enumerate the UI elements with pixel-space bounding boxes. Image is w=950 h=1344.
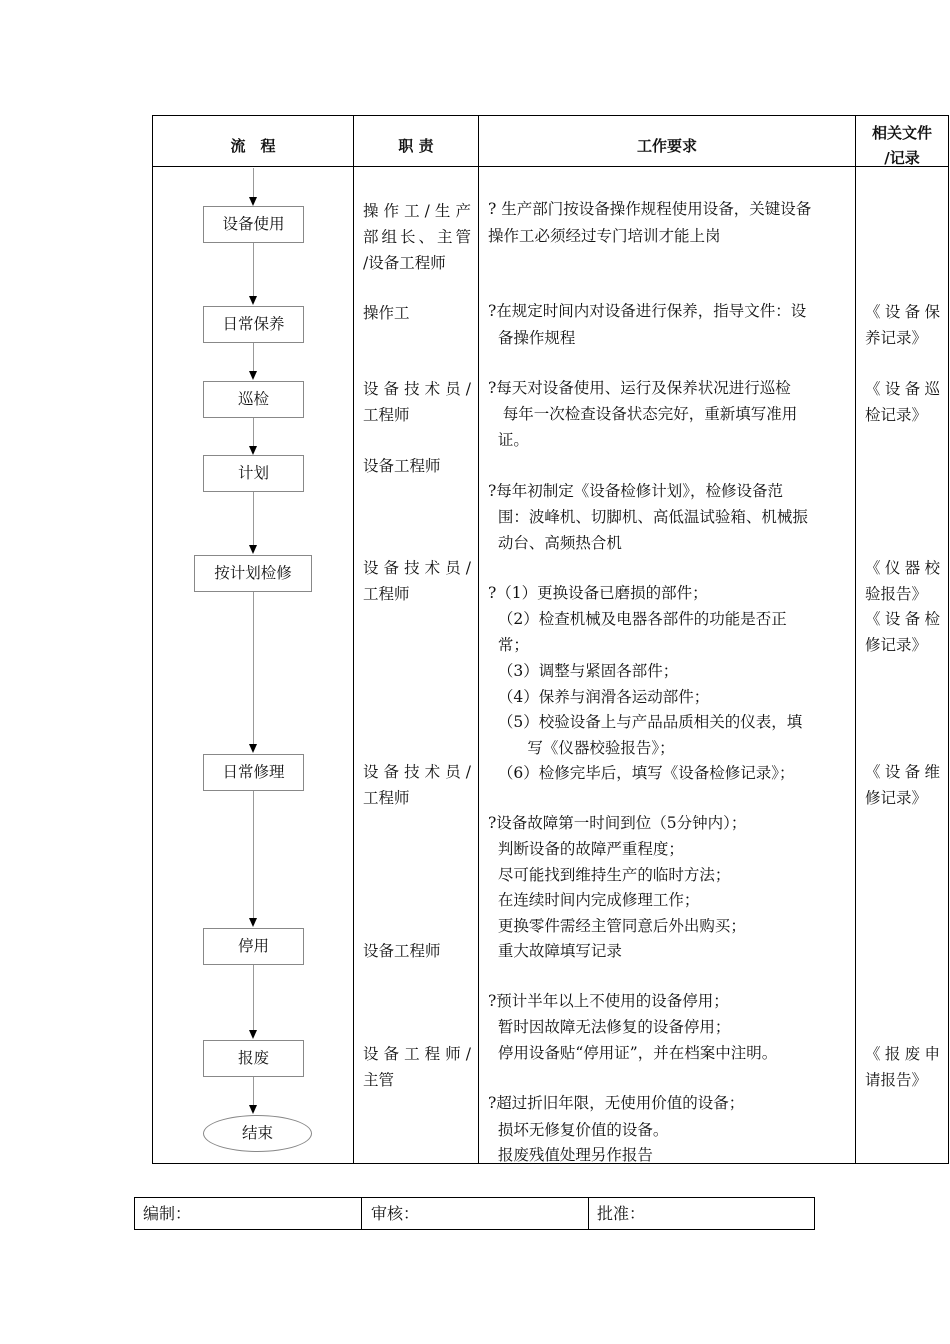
record-line: 养记录》 bbox=[865, 329, 928, 347]
duty-line: 设备工程师 bbox=[363, 457, 441, 475]
signoff-right-border bbox=[814, 1197, 815, 1230]
requirement-line: ? 生产部门按设备操作规程使用设备，关键设备 bbox=[488, 200, 812, 218]
record-line: 修记录》 bbox=[865, 636, 928, 654]
duty-line: 设备工程师 bbox=[363, 942, 441, 960]
flow-connector bbox=[253, 592, 254, 746]
record-line: 检记录》 bbox=[865, 406, 928, 424]
requirement-line: ?在规定时间内对设备进行保养，指导文件：设 bbox=[488, 302, 807, 320]
requirement-line: 操作工必须经过专门培训才能上岗 bbox=[488, 227, 721, 245]
flow-connector bbox=[253, 1077, 254, 1106]
requirement-line: 在连续时间内完成修理工作； bbox=[488, 891, 700, 909]
flow-step-end: 结束 bbox=[203, 1115, 312, 1152]
record-line: 请报告》 bbox=[865, 1071, 928, 1089]
column-divider-flow bbox=[353, 115, 354, 1164]
duty-line: 操作工/生产 bbox=[363, 202, 471, 220]
flow-step-deactivate: 停用 bbox=[203, 928, 304, 965]
flow-step-scheduled-overhaul: 按计划检修 bbox=[194, 555, 312, 592]
record-line: 《报废申 bbox=[865, 1045, 940, 1063]
record-line: 《设备巡 bbox=[865, 380, 940, 398]
duty-line: 设备工程师/ bbox=[363, 1045, 471, 1063]
duty-line: 设备技术员/ bbox=[363, 559, 471, 577]
requirement-line: 判断设备的故障严重程度； bbox=[488, 840, 684, 858]
column-divider-duty bbox=[478, 115, 479, 1164]
flow-connector bbox=[253, 343, 254, 373]
requirement-line: ?设备故障第一时间到位（5分钟内）； bbox=[488, 814, 747, 832]
requirement-line: ?超过折旧年限，无使用价值的设备； bbox=[488, 1094, 745, 1112]
requirement-line: ?（1）更换设备已磨损的部件； bbox=[488, 584, 708, 602]
requirement-line: 尽可能找到维持生产的临时方法； bbox=[488, 866, 731, 884]
signoff-divider-2 bbox=[588, 1197, 589, 1230]
record-line: 修记录》 bbox=[865, 789, 928, 807]
table-top-border bbox=[152, 115, 949, 116]
flow-arrow bbox=[249, 545, 257, 554]
signoff-prepared-label: 编制： bbox=[143, 1204, 192, 1223]
signoff-left-border bbox=[134, 1197, 135, 1230]
requirement-line: 写《仪器校验报告》； bbox=[488, 739, 675, 757]
requirement-line: 每年一次检查设备状态完好，重新填写准用 bbox=[488, 405, 798, 423]
flow-connector bbox=[253, 243, 254, 298]
requirement-line: （3）调整与紧固各部件； bbox=[488, 662, 679, 680]
requirement-line: 暂时因故障无法修复的设备停用； bbox=[488, 1018, 731, 1036]
requirement-line: 常； bbox=[488, 636, 529, 654]
flow-connector bbox=[253, 418, 254, 448]
signoff-approved-label: 批准： bbox=[597, 1204, 646, 1223]
record-line: 《仪器校 bbox=[865, 559, 940, 577]
requirement-line: 更换零件需经主管同意后外出购买； bbox=[488, 917, 746, 935]
duty-line: 工程师 bbox=[363, 585, 410, 603]
requirement-line: 报废残值处理另作报告 bbox=[488, 1146, 653, 1164]
flow-arrow bbox=[249, 918, 257, 927]
flow-step-scrap: 报废 bbox=[203, 1040, 304, 1077]
flow-arrow bbox=[249, 197, 257, 206]
duty-line: 操作工 bbox=[363, 304, 410, 322]
signoff-bottom-border bbox=[134, 1229, 815, 1230]
signoff-divider-1 bbox=[361, 1197, 362, 1230]
flow-arrow bbox=[249, 1105, 257, 1114]
table-header-divider bbox=[152, 166, 949, 167]
requirement-line: 重大故障填写记录 bbox=[488, 942, 622, 960]
requirement-line: ?每天对设备使用、运行及保养状况进行巡检 bbox=[488, 379, 791, 397]
flow-step-daily-repair: 日常修理 bbox=[203, 754, 304, 791]
requirement-line: 动台、高频热合机 bbox=[488, 534, 622, 552]
requirement-line: （2）检查机械及电器各部件的功能是否正 bbox=[488, 610, 787, 628]
requirement-line: （4）保养与润滑各运动部件； bbox=[488, 688, 710, 706]
header-docs-line1: 相关文件 bbox=[871, 124, 932, 142]
flow-connector bbox=[253, 492, 254, 547]
header-flow: 流 程 bbox=[230, 137, 276, 155]
flow-arrow bbox=[249, 446, 257, 455]
requirement-line: （6）检修完毕后，填写《设备检修记录》； bbox=[488, 764, 795, 782]
duty-line: /设备工程师 bbox=[363, 254, 446, 272]
requirement-line: 证。 bbox=[488, 431, 529, 449]
duty-line: 部组长、主管 bbox=[363, 228, 471, 246]
column-divider-requirement bbox=[855, 115, 856, 1164]
table-left-border bbox=[152, 115, 153, 1164]
duty-line: 设备技术员/ bbox=[363, 763, 471, 781]
header-docs-line2: /记录 bbox=[884, 149, 920, 167]
header-requirement: 工作要求 bbox=[636, 137, 697, 155]
record-line: 验报告》 bbox=[865, 585, 928, 603]
duty-line: 工程师 bbox=[363, 406, 410, 424]
flow-arrow bbox=[249, 744, 257, 753]
requirement-line: 停用设备贴“停用证”，并在档案中注明。 bbox=[488, 1044, 778, 1062]
requirement-line: 围：波峰机、切脚机、高低温试验箱、机械振 bbox=[488, 508, 808, 526]
duty-line: 主管 bbox=[363, 1071, 395, 1089]
flow-arrow bbox=[249, 296, 257, 305]
flow-step-equipment-use: 设备使用 bbox=[203, 206, 304, 243]
requirement-line: ?每年初制定《设备检修计划》，检修设备范 bbox=[488, 482, 784, 500]
signoff-reviewed-label: 审核： bbox=[371, 1204, 420, 1223]
flow-connector bbox=[253, 791, 254, 919]
table-right-border bbox=[948, 115, 949, 1164]
flow-arrow bbox=[249, 1030, 257, 1039]
signoff-top-border bbox=[134, 1197, 815, 1198]
requirement-line: 备操作规程 bbox=[488, 329, 576, 347]
record-line: 《设备保 bbox=[865, 303, 940, 321]
duty-line: 设备技术员/ bbox=[363, 380, 471, 398]
flow-step-plan: 计划 bbox=[203, 455, 304, 492]
flow-arrow bbox=[249, 371, 257, 380]
record-line: 《设备维 bbox=[865, 763, 940, 781]
flow-step-inspection: 巡检 bbox=[203, 381, 304, 418]
record-line: 《设备检 bbox=[865, 610, 940, 628]
duty-line: 工程师 bbox=[363, 789, 410, 807]
requirement-line: 损坏无修复价值的设备。 bbox=[488, 1121, 669, 1139]
flow-connector bbox=[253, 965, 254, 1031]
header-duty: 职 责 bbox=[398, 137, 434, 155]
requirement-line: （5）校验设备上与产品品质相关的仪表，填 bbox=[488, 713, 803, 731]
flow-step-daily-maintenance: 日常保养 bbox=[203, 306, 304, 343]
requirement-line: ?预计半年以上不使用的设备停用； bbox=[488, 992, 729, 1010]
flow-connector bbox=[253, 168, 254, 198]
